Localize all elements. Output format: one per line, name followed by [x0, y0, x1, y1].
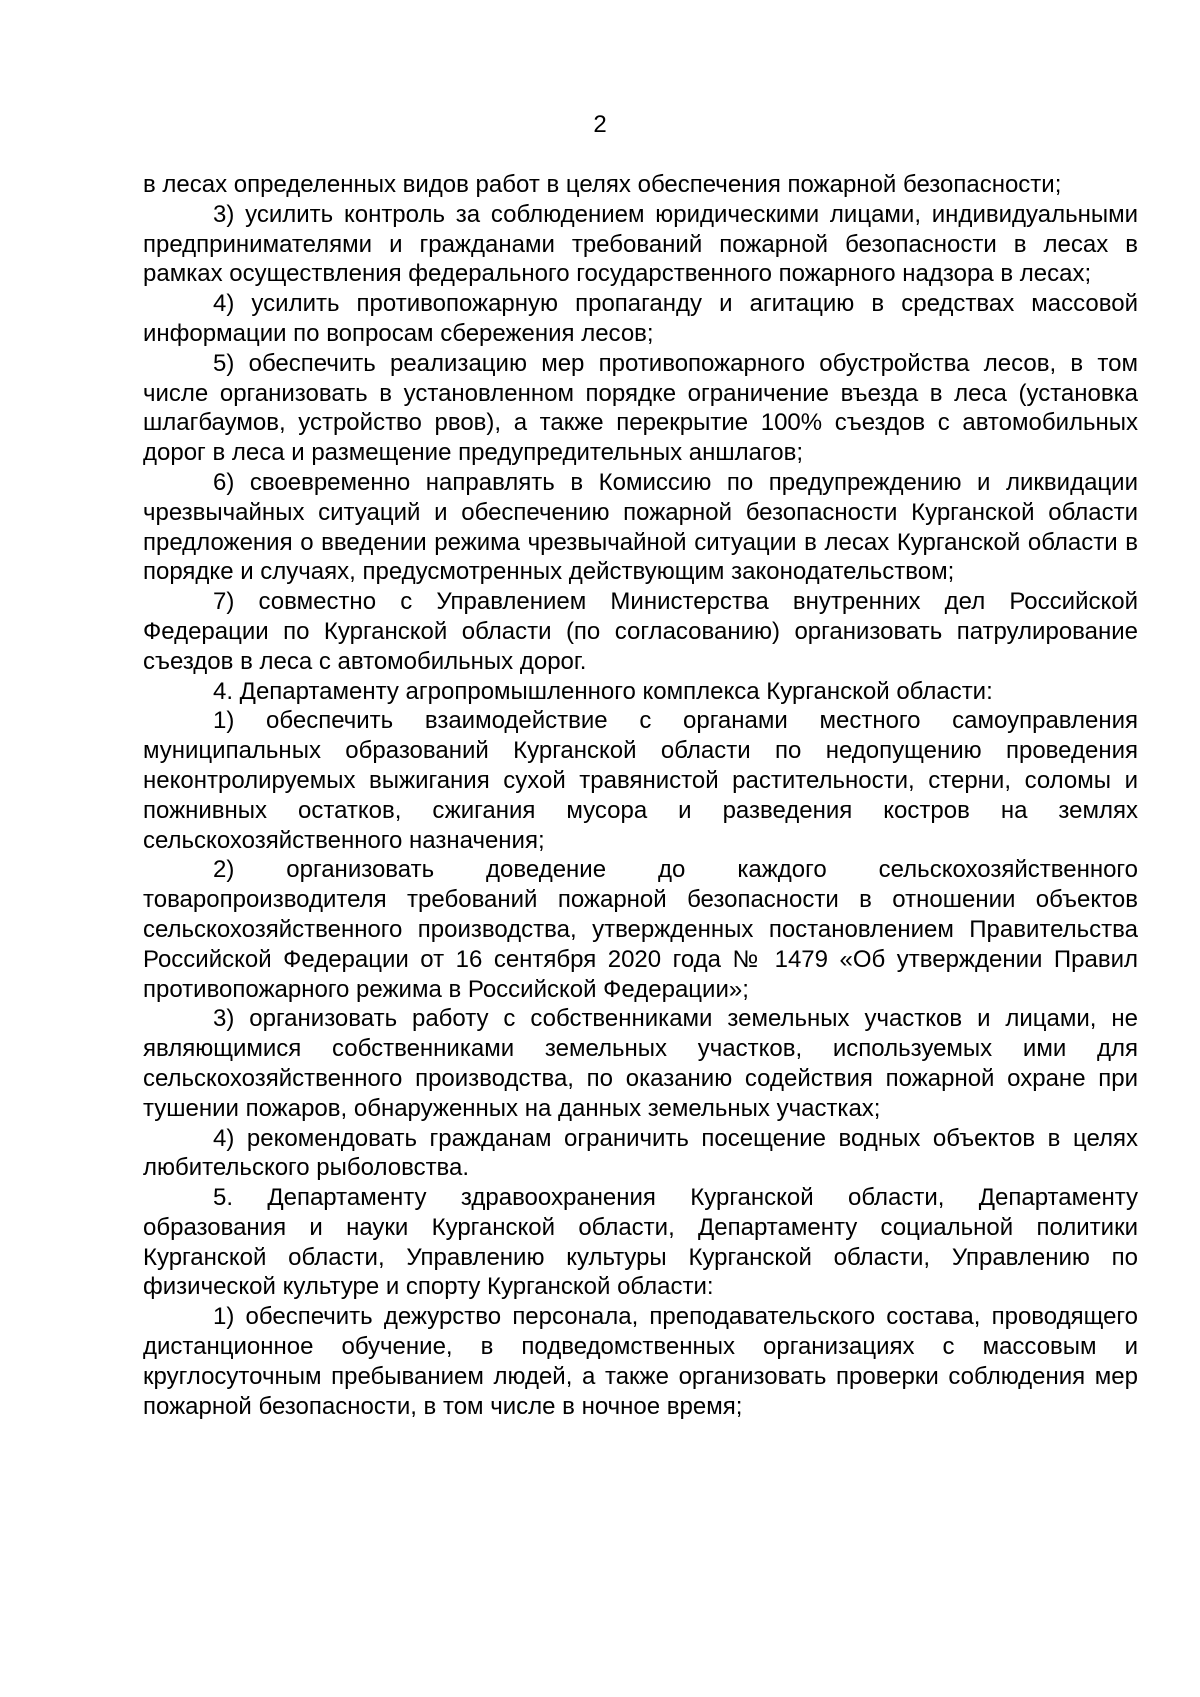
paragraph: 1) обеспечить дежурство персонала, преподавательского состава, проводящего дистанционное обучение, в подведомственных организациях с массовым и круглосуточным пребыванием людей, а также организовать проверки соблюдения мер пожарной безопасности, в том числе в ночное время;: [143, 1303, 1138, 1420]
section-heading: 5. Департаменту здравоохранения Курганской области, Департаменту образования и науки Курганской области, Департаменту социальной политики Курганской области, Управлению культуры Курганской области, Управлению по физической культуре и спорту Курганской области:: [143, 1184, 1138, 1301]
section-heading: 4. Департаменту агропромышленного комплекса Курганской области:: [213, 677, 993, 705]
paragraph: 4) усилить противопожарную пропаганду и агитацию в средствах массовой информации по вопросам сбережения лесов;: [143, 290, 1138, 347]
paragraph: 3) усилить контроль за соблюдением юридическими лицами, индивидуальными предпринимателями и гражданами требований пожарной безопасности в лесах в рамках осуществления федерального государственного пожарного надзора в лесах;: [143, 200, 1138, 288]
page-number: 2: [593, 111, 607, 138]
paragraph: 3) организовать работу с собственниками земельных участков и лицами, не являющимися собственниками земельных участков, используемых ими для сельскохозяйственного производства, по оказанию содействия пожарной охране при тушении пожаров, обнаруженных на данных земельных участках;: [143, 1005, 1138, 1122]
paragraph: 6) своевременно направлять в Комиссию по предупреждению и ликвидации чрезвычайных ситуаций и обеспечению пожарной безопасности Курганской области предложения о введении режима чрезвычайной ситуации в лесах Курганской области в порядке и случаях, предусмотренных действующим законодательством;: [143, 468, 1138, 586]
paragraph: 2) организовать доведение до каждого сельскохозяйственного товаропроизводителя требований пожарной безопасности в отношении объектов сельскохозяйственного производства, утвержденных постановлением Правительства Российской Федерации от 16 сентября 2020 года № 1479 «Об утверждении Правил противопожарного режима в Российской Федерации»;: [143, 856, 1138, 1003]
document-body: [143, 170, 1138, 1421]
paragraph: в лесах определенных видов работ в целях обеспечения пожарной безопасности;: [143, 171, 1062, 198]
paragraph: 5) обеспечить реализацию мер противопожарного обустройства лесов, в том числе организовать в установленном порядке ограничение въезда в леса (установка шлагбаумов, устройство рвов), а также перекрытие 100% съездов с автомобильных дорог в леса и размещение предупредительных аншлагов;: [143, 349, 1138, 467]
paragraph: 1) обеспечить взаимодействие с органами местного самоуправления муниципальных образований Курганской области по недопущению проведения неконтролируемых выжигания сухой травянистой растительности, стерни, соломы и пожнивных остатков, сжигания мусора и разведения костров на землях сельскохозяйственного назначения;: [143, 707, 1138, 854]
paragraph: 4) рекомендовать гражданам ограничить посещение водных объектов в целях любительского рыболовства.: [143, 1124, 1138, 1182]
paragraph: 7) совместно с Управлением Министерства внутренних дел Российской Федерации по Курганской области (по согласованию) организовать патрулирование съездов в леса с автомобильных дорог.: [143, 588, 1138, 675]
